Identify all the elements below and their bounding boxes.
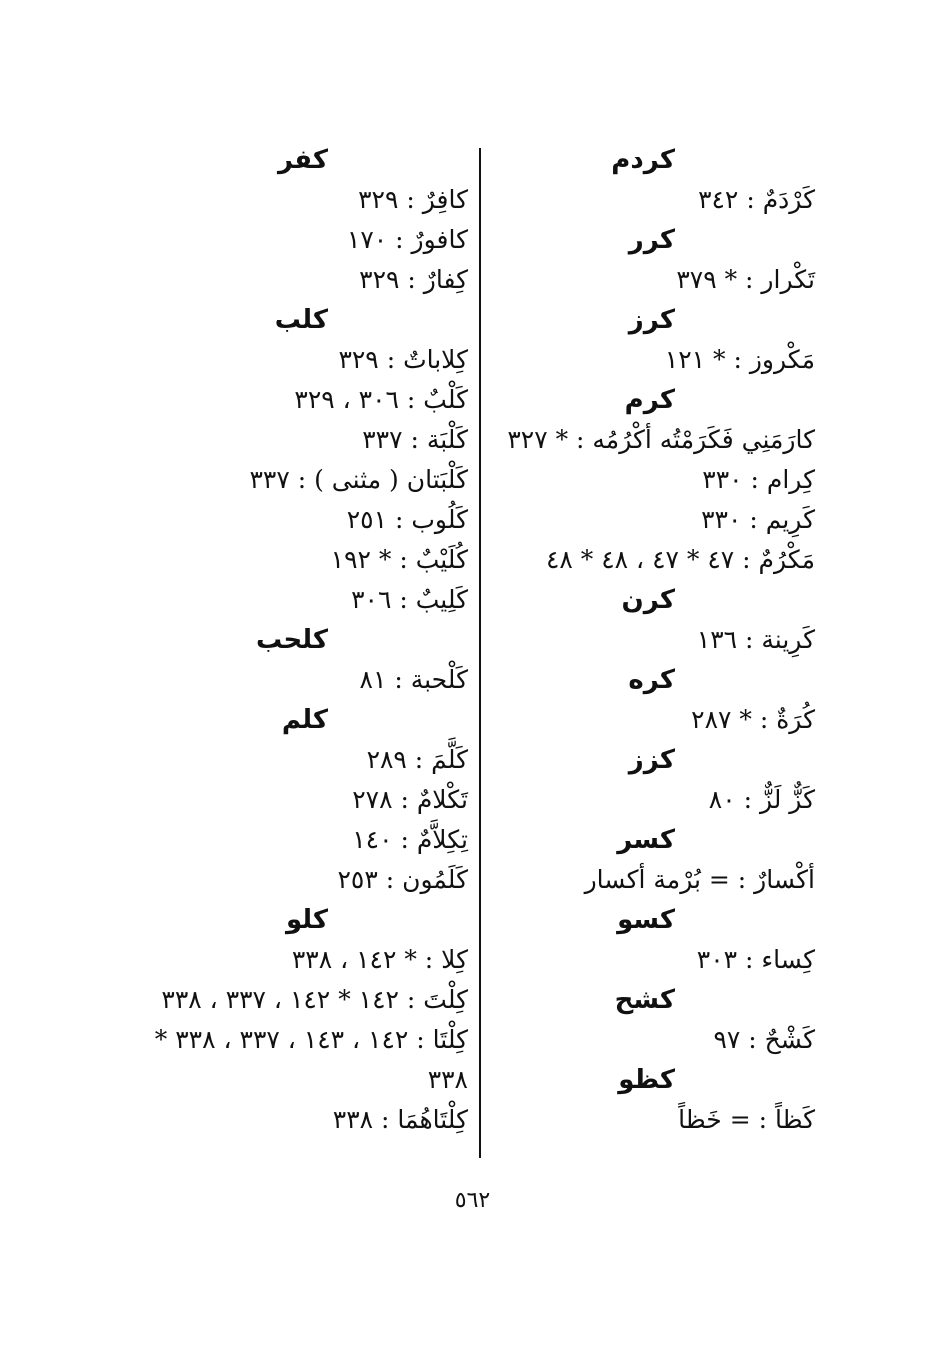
index-entry: كافورٌ : ١٧٠: [346, 225, 468, 254]
page-number: ٥٦٢: [454, 1188, 491, 1213]
index-entry: كَلَمُون : ٢٥٣: [337, 865, 468, 894]
index-entry: تَكْرار : * ٣٧٩: [676, 265, 815, 294]
root-heading: كرر: [628, 225, 675, 255]
index-entry: كَلْبَة : ٣٣٧: [362, 425, 468, 454]
index-entry: كَلْبَتان ( مثنى ) : ٣٣٧: [249, 465, 468, 494]
left-column: [138, 140, 468, 1140]
root-heading: كرم: [624, 385, 675, 415]
root-heading: كره: [628, 665, 675, 695]
root-heading: كلحب: [256, 625, 328, 655]
index-entry: كِلا : * ١٤٢ ، ٣٣٨: [291, 945, 468, 974]
column-divider: [479, 148, 481, 1158]
index-entry: مَكْرُمٌ : ٤٧ * ٤٧ ، ٤٨ * ٤٨: [545, 545, 815, 574]
root-heading: كرن: [621, 585, 675, 615]
index-entry: كُرَةٌ : * ٢٨٧: [691, 705, 815, 734]
index-entry: كَلْحبة : ٨١: [359, 665, 468, 694]
root-heading: كسر: [617, 825, 675, 855]
index-entry: كِلْتَاهُمَا : ٣٣٨: [332, 1105, 468, 1134]
index-entry: كَرْدَمٌ : ٣٤٢: [698, 185, 815, 214]
root-heading: كرز: [628, 305, 675, 335]
index-entry: كِلْتَ : ١٤٢ * ١٤٢ ، ٣٣٧ ، ٣٣٨: [161, 985, 468, 1014]
index-entry: كِرام : ٣٣٠: [702, 465, 815, 494]
root-heading: كسو: [617, 905, 675, 935]
index-entry: كِفارٌ : ٣٢٩: [359, 265, 468, 294]
index-entry: كَلُوب : ٢٥١: [346, 505, 468, 534]
index-entry: كَرِيم : ٣٣٠: [701, 505, 815, 534]
root-heading: كلم: [281, 705, 328, 735]
root-heading: كظو: [618, 1065, 675, 1095]
index-entry: كافِرٌ : ٣٢٩: [358, 185, 468, 214]
index-entry: كَلِيبٌ : ٣٠٦: [351, 585, 468, 614]
root-heading: كشح: [614, 985, 675, 1015]
right-column: [490, 140, 815, 1140]
root-heading: كلو: [285, 905, 328, 935]
index-entry: كَزٌّ لَزٌّ : ٨٠: [708, 785, 815, 814]
index-entry: كِساء : ٣٠٣: [696, 945, 815, 974]
root-heading: كفر: [277, 145, 328, 175]
index-entry: كارَمَنِي فَكَرَمْتُه أكْرُمُه : * ٣٢٧: [507, 425, 815, 454]
root-heading: كردم: [611, 145, 675, 175]
index-entry: كُلَيْبٌ : * ١٩٢: [330, 545, 468, 574]
index-entry: كَلَّمَ : ٢٨٩: [366, 745, 468, 774]
index-entry: كِلاباتٌ : ٣٢٩: [338, 345, 468, 374]
index-entry: كَظاً : = خَظاً: [678, 1105, 815, 1134]
index-entry: كِلْتَا : ١٤٢ ، ١٤٣ ، ٣٣٧ ، ٣٣٨ * ٣٣٨: [154, 1025, 468, 1094]
root-heading: كزز: [628, 745, 675, 775]
index-entry: أكْسارٌ : = بُرْمة أكسار: [584, 865, 815, 894]
index-entry: كَلْبٌ : ٣٠٦ ، ٣٢٩: [294, 385, 468, 414]
index-entry: مَكْروز : * ١٢١: [664, 345, 815, 374]
index-entry: كَرِينة : ١٣٦: [696, 625, 815, 654]
root-heading: كلب: [274, 305, 328, 335]
index-entry: كَشْحٌ : ٩٧: [713, 1025, 815, 1054]
index-entry: تِكِلاَّمٌ : ١٤٠: [352, 825, 468, 854]
index-entry: تَكْلامٌ : ٢٧٨: [352, 785, 468, 814]
